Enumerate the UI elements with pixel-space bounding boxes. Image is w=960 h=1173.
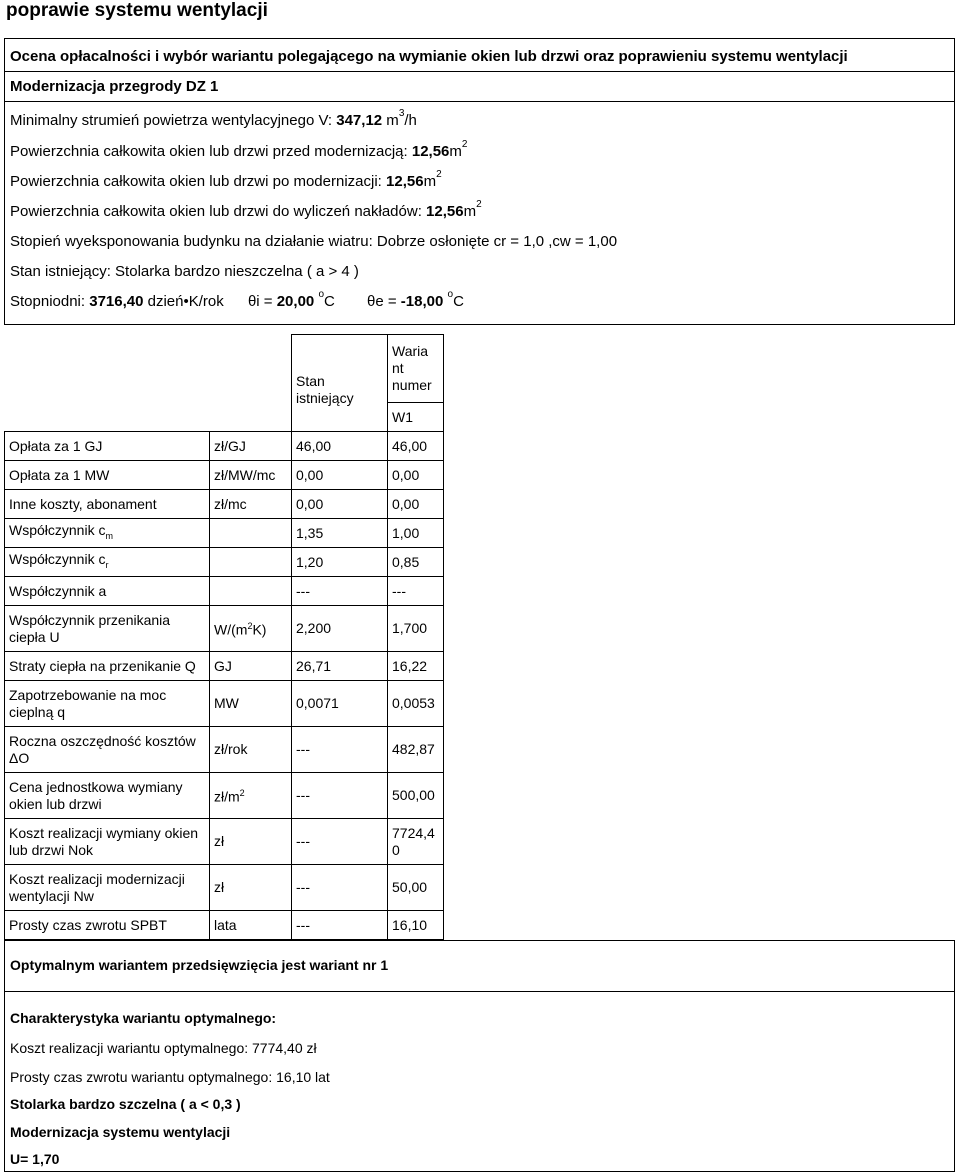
summary-box xyxy=(4,940,955,1172)
air-flow-line: Minimalny strumień powietrza wentylacyjnego V: 347,12 $m^3/h$ xyxy=(10,108,417,129)
table-row: Współczynnik a --- --- xyxy=(5,577,444,606)
area-after-line: Powierzchnia całkowita okien lub drzwi po modernizacji: $12,56m^2$ xyxy=(10,169,442,190)
header-w1: W1 xyxy=(388,403,444,432)
optimal-spbt: Prosty czas zwrotu wariantu optymalnego: 16,10 lat xyxy=(10,1069,330,1085)
variants-table xyxy=(4,334,444,940)
optimal-cost: Koszt realizacji wariantu optymalnego: 7774,40 zł xyxy=(10,1040,317,1056)
page-heading: poprawie systemu wentylacji xyxy=(6,0,268,21)
optimal-variant: Optymalnym wariantem przedsięwzięcia jest wariant nr 1 xyxy=(10,957,389,973)
table-row: Współczynnik przenikania ciepła U $W/(m^2K)$ 2,200 1,700 xyxy=(5,606,444,652)
degree-days-line: Stopniodni: 3716,40 dzień•K/rok θi = 20,00 $^o$C θe = -18,00 $^o$C xyxy=(10,289,464,310)
section-subtitle: Modernizacja przegrody DZ 1 xyxy=(10,78,219,95)
table-row: Straty ciepła na przenikanie Q GJ 26,71 16,22 xyxy=(5,652,444,681)
header-existing: Stan istniejący xyxy=(292,335,388,432)
assumptions-box xyxy=(4,38,955,325)
table-row: Koszt realizacji wymiany okien lub drzwi Nok zł --- 7724,40 xyxy=(5,819,444,865)
table-row: Opłata za 1 GJ zł/GJ 46,00 46,00 xyxy=(5,432,444,461)
optimal-characteristics-title: Charakterystyka wariantu optymalnego: xyxy=(10,1010,277,1026)
table-row: Roczna oszczędność kosztów ΔO zł/rok --- 482,87 xyxy=(5,727,444,773)
subtitle-row xyxy=(5,72,954,102)
table-row: Cena jednostkowa wymiany okien lub drzwi $zł/m^2$ --- 500,00 xyxy=(5,773,444,819)
table-row: Inne koszty, abonament zł/mc 0,00 0,00 xyxy=(5,490,444,519)
area-calc-line: Powierzchnia całkowita okien lub drzwi do wyliczeń nakładów: $12,56m^2$ xyxy=(10,199,482,220)
area-before-line: Powierzchnia całkowita okien lub drzwi przed modernizacją: $12,56m^2$ xyxy=(10,139,468,160)
optimal-ventilation: Modernizacja systemu wentylacji xyxy=(10,1124,231,1140)
existing-state-line: Stan istniejący: Stolarka bardzo nieszczelna ( a > 4 ) xyxy=(10,263,359,280)
header-variant: Waria nt numer xyxy=(388,335,444,403)
wind-exposure-line: Stopień wyeksponowania budynku na działanie wiatru: Dobrze osłonięte cr = 1,0 ,cw = 1,00 xyxy=(10,233,618,250)
optimal-u-value: U= 1,70 xyxy=(10,1151,60,1167)
optimal-stolarka: Stolarka bardzo szczelna ( a < 0,3 ) xyxy=(10,1096,241,1112)
section-title: Ocena opłacalności i wybór wariantu polegającego na wymianie okien lub drzwi oraz poprawieniu systemu wentylacji xyxy=(10,48,848,65)
table-row: Koszt realizacji modernizacji wentylacji Nw zł --- 50,00 xyxy=(5,865,444,911)
table-row: Współczynnik $c_r$ 1,20 0,85 xyxy=(5,548,444,577)
table-header-row xyxy=(5,335,444,403)
table-row: Prosty czas zwrotu SPBT lata --- 16,10 xyxy=(5,911,444,940)
table-row: Opłata za 1 MW zł/MW/mc 0,00 0,00 xyxy=(5,461,444,490)
table-row: Zapotrzebowanie na moc cieplną q MW 0,0071 0,0053 xyxy=(5,681,444,727)
title-row xyxy=(5,39,954,72)
divider xyxy=(5,991,954,992)
table-row: Współczynnik $c_m$ 1,35 1,00 xyxy=(5,519,444,548)
